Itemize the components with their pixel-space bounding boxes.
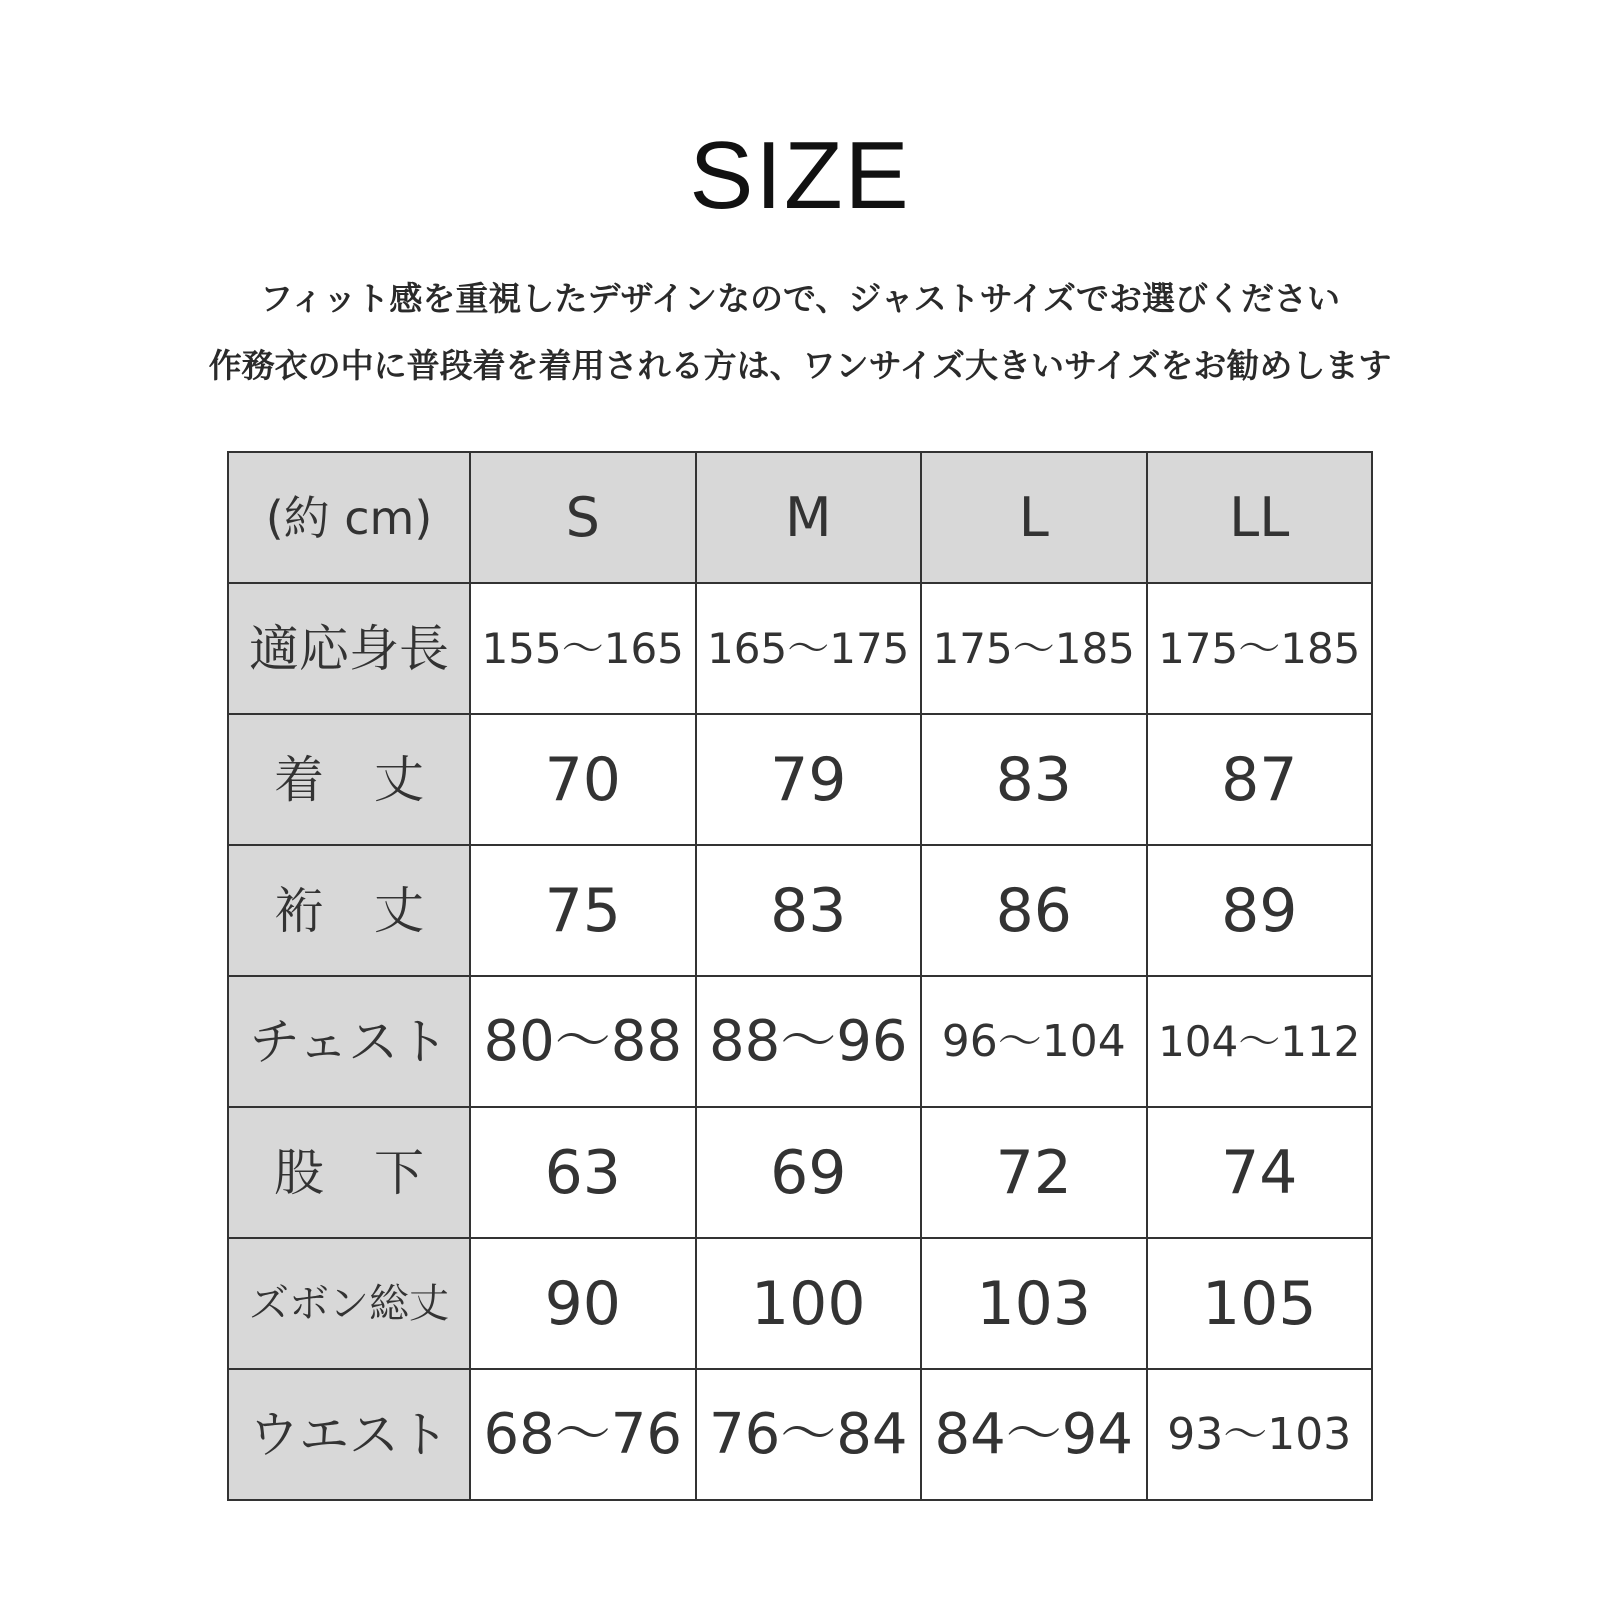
table-cell: 90 xyxy=(470,1238,696,1369)
table-row xyxy=(228,976,1372,1107)
table-cell: 69 xyxy=(696,1107,922,1238)
size-header-l: L xyxy=(921,452,1147,583)
size-up-note: 作務衣の中に普段着を着用される方は、ワンサイズ大きいサイズをお勧めします xyxy=(208,346,1392,385)
table-cell: 83 xyxy=(696,845,922,976)
table-cell: 88～96 xyxy=(696,976,922,1107)
row-label: ウエスト xyxy=(228,1369,470,1500)
table-cell: 89 xyxy=(1147,845,1373,976)
row-label: ズボン総丈 xyxy=(228,1238,470,1369)
table-cell: 80～88 xyxy=(470,976,696,1107)
table-cell: 79 xyxy=(696,714,922,845)
table-row xyxy=(228,845,1372,976)
row-label: 裄 丈 xyxy=(228,845,470,976)
row-label: 股 下 xyxy=(228,1107,470,1238)
table-row xyxy=(228,1238,1372,1369)
row-label: 適応身長 xyxy=(228,583,470,714)
table-cell: 105 xyxy=(1147,1238,1373,1369)
size-header-m: M xyxy=(696,452,922,583)
table-cell: 175～185 xyxy=(1147,583,1373,714)
row-label: 着 丈 xyxy=(228,714,470,845)
table-cell: 74 xyxy=(1147,1107,1373,1238)
table-cell: 68～76 xyxy=(470,1369,696,1500)
page-title: SIZE xyxy=(689,122,911,229)
unit-header: (約 cm) xyxy=(228,452,470,583)
table-cell: 175～185 xyxy=(921,583,1147,714)
table-cell: 72 xyxy=(921,1107,1147,1238)
table-cell: 63 xyxy=(470,1107,696,1238)
size-table xyxy=(227,451,1373,1501)
table-cell: 87 xyxy=(1147,714,1373,845)
row-label: チェスト xyxy=(228,976,470,1107)
table-cell: 75 xyxy=(470,845,696,976)
table-cell: 100 xyxy=(696,1238,922,1369)
table-cell: 86 xyxy=(921,845,1147,976)
table-cell: 155～165 xyxy=(470,583,696,714)
size-header-ll: LL xyxy=(1147,452,1373,583)
table-cell: 165～175 xyxy=(696,583,922,714)
table-cell: 83 xyxy=(921,714,1147,845)
size-header-s: S xyxy=(470,452,696,583)
table-row xyxy=(228,714,1372,845)
table-cell: 84～94 xyxy=(921,1369,1147,1500)
table-cell: 93～103 xyxy=(1147,1369,1373,1500)
table-cell: 96～104 xyxy=(921,976,1147,1107)
table-row xyxy=(228,1107,1372,1238)
table-cell: 70 xyxy=(470,714,696,845)
table-cell: 103 xyxy=(921,1238,1147,1369)
header-row xyxy=(228,452,1372,583)
table-cell: 104～112 xyxy=(1147,976,1373,1107)
fit-note: フィット感を重視したデザインなので、ジャストサイズでお選びください xyxy=(259,279,1341,318)
table-cell: 76～84 xyxy=(696,1369,922,1500)
table-row xyxy=(228,1369,1372,1500)
table-row xyxy=(228,583,1372,714)
